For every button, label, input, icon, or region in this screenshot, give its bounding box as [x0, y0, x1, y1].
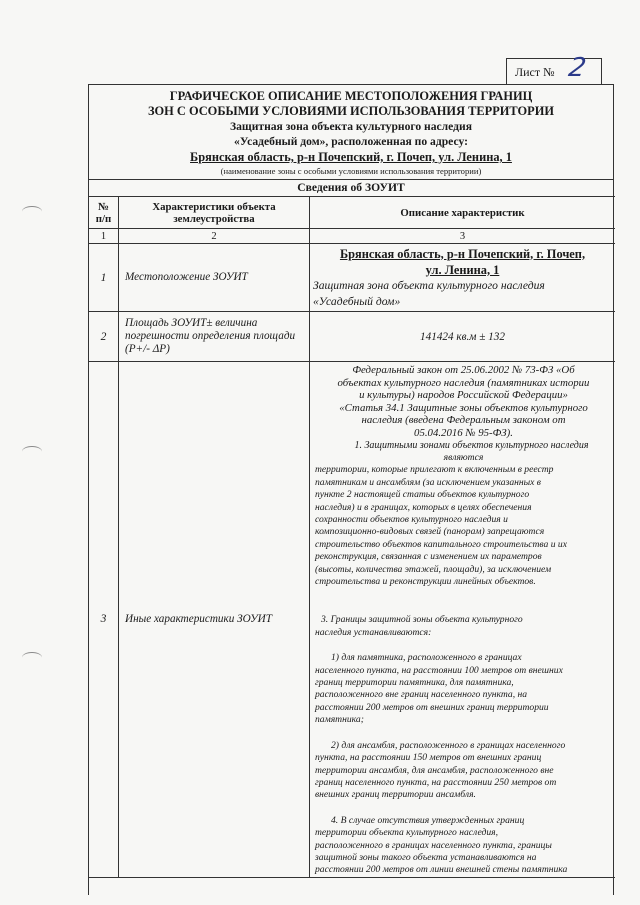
paragraph-4: 4. В случае отсутствия утвержденных границ территории объекта культурного наследия, расположенного в границах населенного пункта, границы защитной зоны такого объекта устанавливаются на расстоянии 200 метров от линии внешней стены памятника: [315, 814, 568, 876]
col-header-description: Описание характеристик: [310, 197, 616, 229]
title-line-2: ЗОН С ОСОБЫМИ УСЛОВИЯМИ ИСПОЛЬЗОВАНИЯ ТЕРРИТОРИИ: [147, 104, 555, 118]
paragraph-3-item-2: 2) для ансамбля, расположенного в границах населенного пункта, на расстоянии 150 метров от внешних границ территории ансамбля, для ансамбля, расположенного вне границ населенного пункта, на расстоянии 250 метров от внешних границ территории ансамбля.: [315, 739, 566, 801]
sheet-number-handwritten: 2: [566, 53, 589, 83]
row-label-other: Иные характеристики ЗОУИТ: [119, 362, 310, 878]
punch-hole-mark: [22, 652, 42, 663]
sheet-label: Лист №: [515, 65, 555, 79]
table-header-row: [89, 197, 615, 229]
punch-hole-mark: [22, 206, 42, 217]
subtitle-line-1: Защитная зона объекта культурного наследия: [229, 120, 472, 133]
col-index: 2: [119, 229, 310, 244]
row-number: 1: [89, 244, 119, 312]
row-value-location: [310, 244, 616, 312]
row-label-area: Площадь ЗОУИТ± величина погрешности определения площади (P+/- ΔP): [119, 312, 310, 362]
punch-hole-mark: [22, 446, 42, 457]
paragraph-1: 1. Защитными зонами объектов культурного наследия являются территории, которые прилегают к включенным в реестр памятникам и ансамблям (за исключением указанных в пункте 2 настоящей статьи объектов культурного наследия) и в границах, которых в целях обеспечения сохранности объектов культурного наследия и композиционно-видовых связей (панорам) запрещаются строительство объектов капитального строительства и их реконструкция, связанная с изменением их параметров (высоты, количества этажей, площади), за исключением строительства и реконструкции линейных объектов.: [315, 439, 589, 588]
paragraph-3-item-1: 1) для памятника, расположенного в границах населенного пункта, на расстоянии 100 метров от внешних границ территории памятника, для памятника, расположенного вне границ населенного пункта, на расстоянии 200 метров от внешних границ территории памятника;: [315, 652, 563, 726]
row-value-area: 141424 кв.м ± 132: [310, 312, 616, 362]
table-row-other: [89, 362, 615, 878]
header-address: Брянская область, р-н Почепский, г. Почеп, ул. Ленина, 1: [190, 150, 512, 164]
title-line-1: ГРАФИЧЕСКОЕ ОПИСАНИЕ МЕСТОПОЛОЖЕНИЯ ГРАНИЦ: [169, 89, 533, 103]
sheet-number-box: [506, 53, 602, 84]
row-value-other: [310, 362, 616, 878]
location-address: Брянская область, р-н Почепский, г. Почеп, ул. Ленина, 1: [339, 246, 586, 277]
law-reference: Федеральный закон от 25.06.2002 № 73-ФЗ «Об объектах культурного наследия (памятниках истории и культуры) народов Российской Федерации» «Статья 34.1 Защитные зоны объектов культурного наследия (введена Федеральным законом от 05.04.2016 № 95-ФЗ).: [337, 364, 590, 439]
col-index: 1: [89, 229, 119, 244]
characteristics-table: [89, 196, 615, 878]
col-index: 3: [310, 229, 616, 244]
table-index-row: [89, 229, 615, 244]
table-row-area: [89, 312, 615, 362]
document-header: [89, 85, 613, 177]
header-note: (наименование зоны с особыми условиями использования территории): [220, 166, 482, 176]
location-description: Защитная зона объекта культурного наследия «Усадебный дом»: [313, 278, 545, 308]
section-title: Сведения об ЗОУИТ: [89, 179, 613, 196]
col-header-number: № п/п: [89, 197, 119, 229]
row-number: 2: [89, 312, 119, 362]
paragraph-3: 3. Границы защитной зоны объекта культурного наследия устанавливаются:: [315, 614, 523, 638]
col-header-characteristics: Характеристики объекта землеустройства: [119, 197, 310, 229]
row-label-location: Местоположение ЗОУИТ: [119, 244, 310, 312]
row-number: 3: [89, 362, 119, 878]
subtitle-line-2: «Усадебный дом», расположенная по адресу:: [234, 135, 468, 148]
table-row-location: [89, 244, 615, 312]
document-frame: [88, 84, 614, 895]
